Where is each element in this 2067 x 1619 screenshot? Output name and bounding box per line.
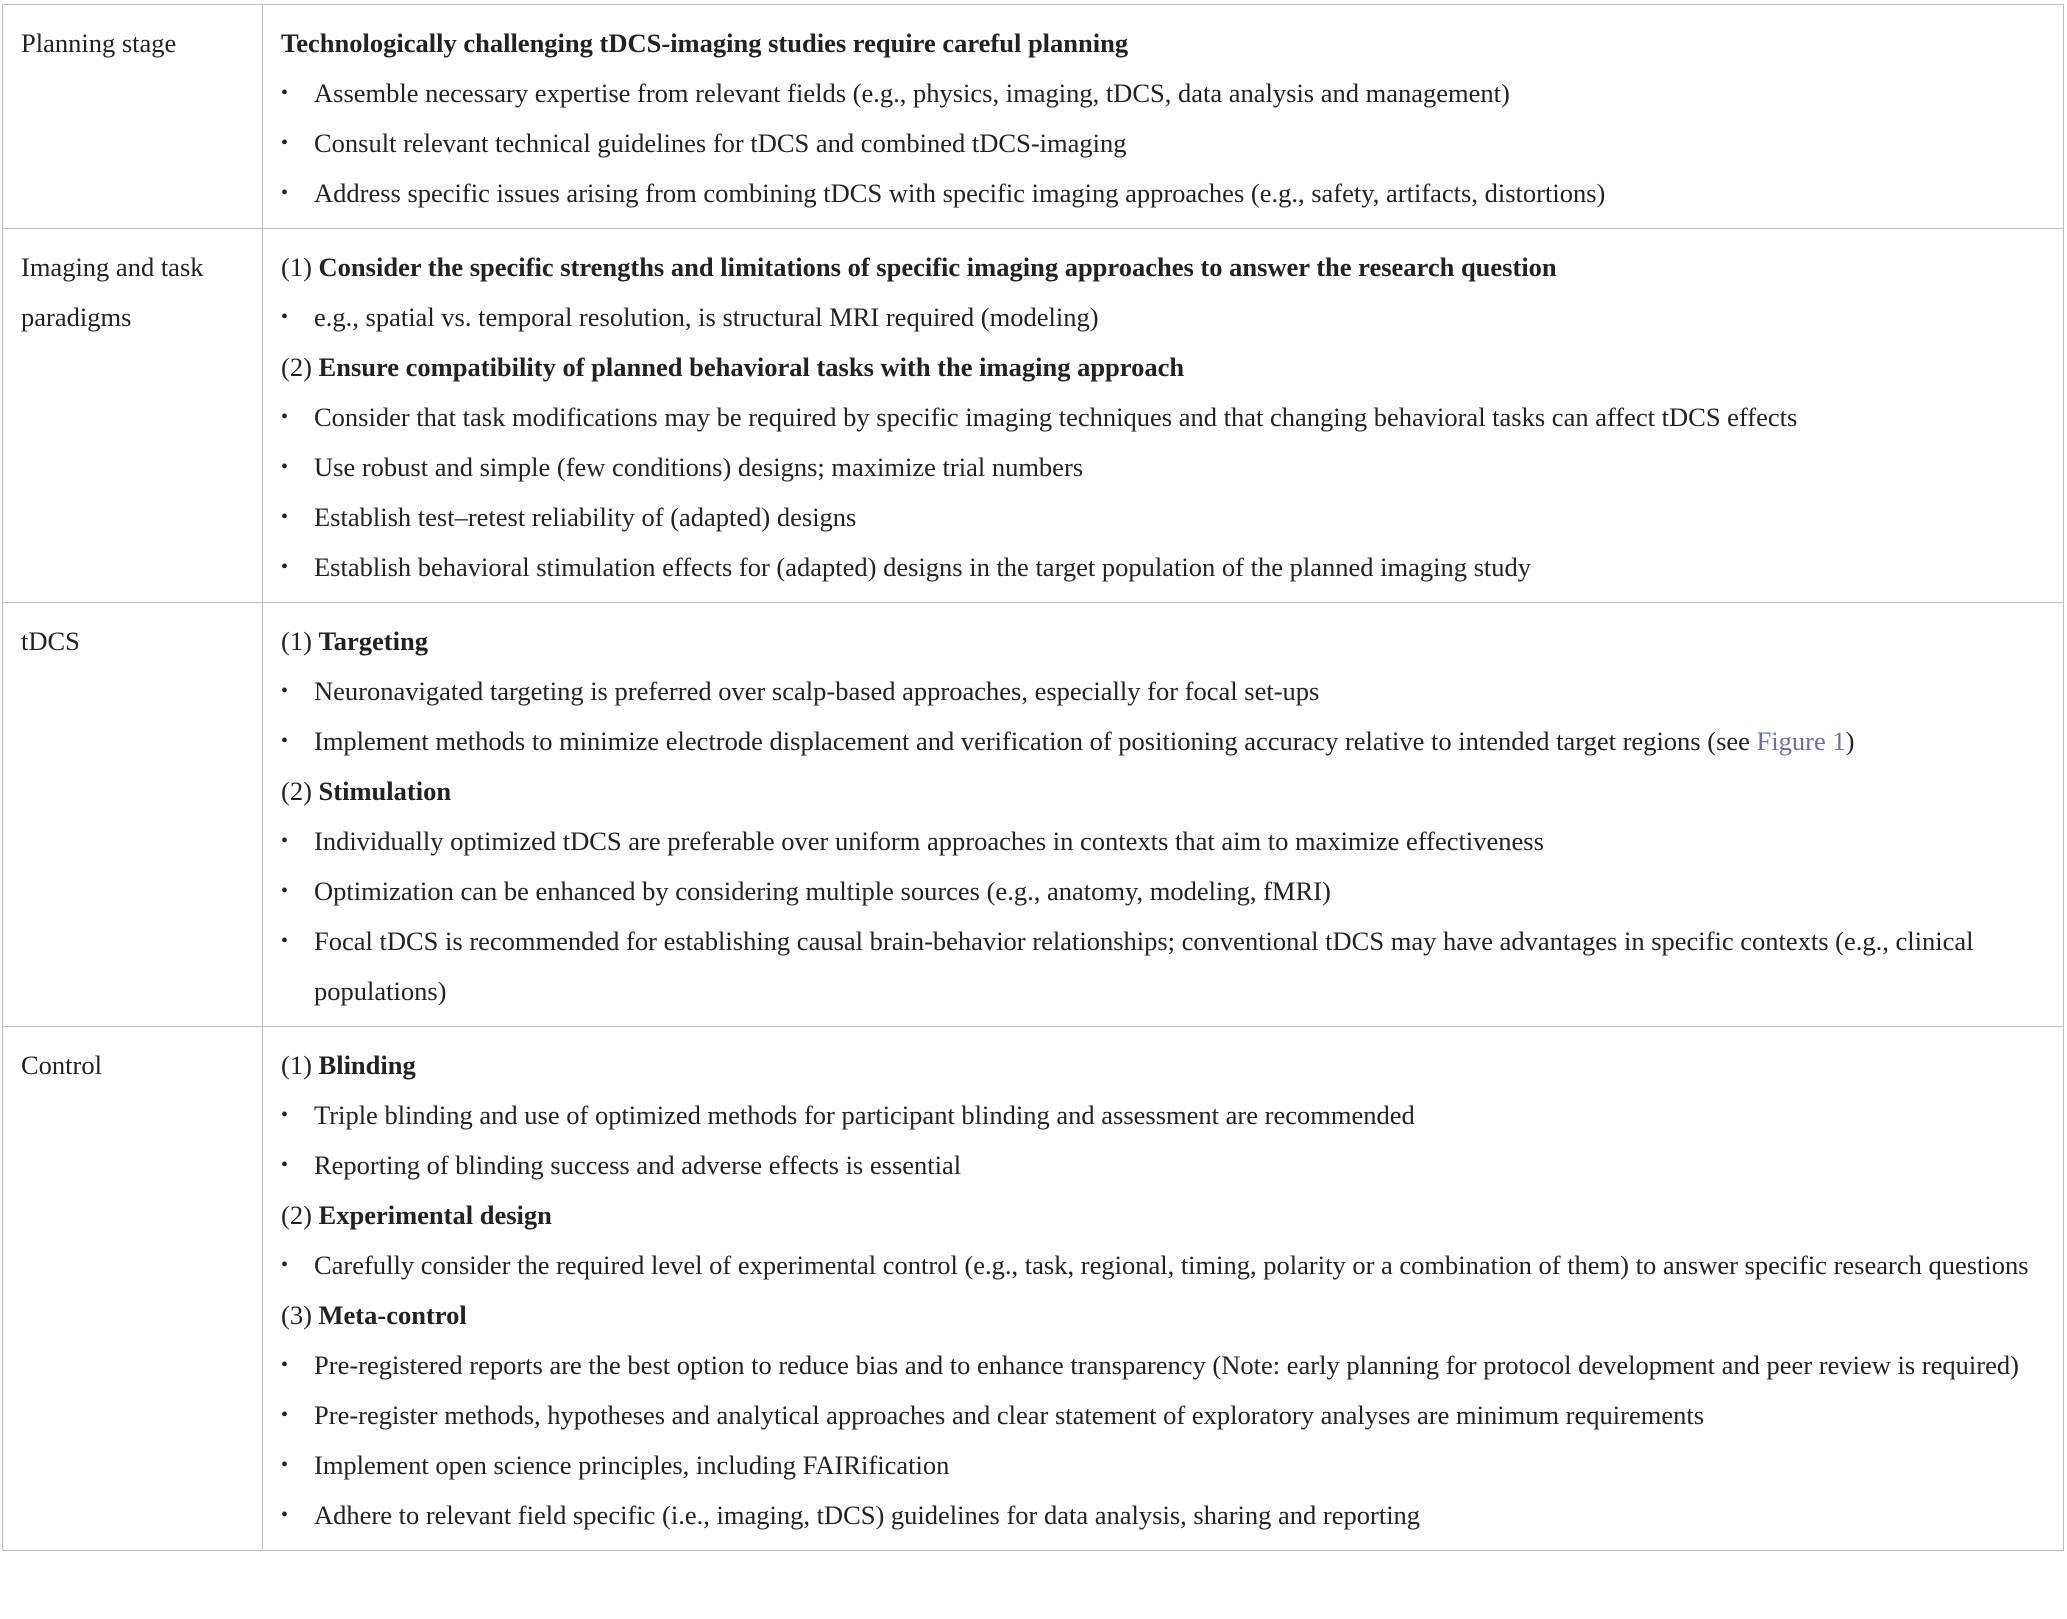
bullet-dot-icon: • xyxy=(281,1504,289,1526)
bullet-dot-icon: • xyxy=(281,1104,289,1126)
bullet-text: Optimization can be enhanced by considering multiple sources (e.g., anatomy, modeling, fMRI) xyxy=(314,876,1331,906)
heading-text: Blinding xyxy=(318,1050,416,1080)
heading-text: Ensure compatibility of planned behavioral tasks with the imaging approach xyxy=(318,352,1185,382)
heading-number: (2) xyxy=(281,776,312,806)
row-label-cell xyxy=(3,603,263,1027)
bullet-item xyxy=(281,716,2041,766)
bullet-dot-icon: • xyxy=(281,1254,289,1276)
bullet-text: Triple blinding and use of optimized methods for participant blinding and assessment are recommended xyxy=(314,1100,1415,1130)
bullet-dot-icon: • xyxy=(281,730,289,752)
section-heading xyxy=(281,616,2041,666)
bullet-text: Use robust and simple (few conditions) designs; maximize trial numbers xyxy=(314,452,1084,482)
bullet-item xyxy=(281,168,2041,218)
bullet-text: Establish test–retest reliability of (adapted) designs xyxy=(314,502,857,532)
bullet-item xyxy=(281,866,2041,916)
bullet-item xyxy=(281,68,2041,118)
bullet-dot-icon: • xyxy=(281,182,289,204)
bullet-item xyxy=(281,1440,2041,1490)
heading-text: Technologically challenging tDCS-imaging studies require careful planning xyxy=(281,28,1129,58)
section-heading xyxy=(281,1290,2041,1340)
bullet-text: Implement open science principles, including FAIRification xyxy=(314,1450,950,1480)
heading-number: (2) xyxy=(281,1200,312,1230)
bullet-text: Consult relevant technical guidelines for tDCS and combined tDCS-imaging xyxy=(314,128,1127,158)
bullet-item xyxy=(281,666,2041,716)
figure-link[interactable]: Figure 1 xyxy=(1756,726,1846,756)
bullet-dot-icon: • xyxy=(281,306,289,328)
row-content-cell xyxy=(263,229,2064,603)
heading-text: Meta-control xyxy=(318,1300,467,1330)
bullet-text: Reporting of blinding success and adverse effects is essential xyxy=(314,1150,962,1180)
bullet-dot-icon: • xyxy=(281,930,289,952)
bullet-item xyxy=(281,1140,2041,1190)
bullet-text: Pre-registered reports are the best option to reduce bias and to enhance transparency (Note: early planning for protocol development and peer review is required) xyxy=(314,1350,2019,1380)
table-row xyxy=(3,5,2064,229)
bullet-dot-icon: • xyxy=(281,1354,289,1376)
bullet-item xyxy=(281,392,2041,442)
bullet-text: Address specific issues arising from combining tDCS with specific imaging approaches (e.g., safety, artifacts, distortions) xyxy=(314,178,1606,208)
bullet-item xyxy=(281,1090,2041,1140)
bullet-dot-icon: • xyxy=(281,680,289,702)
bullet-dot-icon: • xyxy=(281,506,289,528)
section-heading xyxy=(281,18,2041,68)
bullet-text: Implement methods to minimize electrode displacement and verification of positioning accuracy relative to intended target regions (see xyxy=(314,726,1757,756)
row-content-cell xyxy=(263,5,2064,229)
bullet-text: Carefully consider the required level of experimental control (e.g., task, regional, timing, polarity or a combination of them) to answer specific research questions xyxy=(314,1250,2029,1280)
bullet-text: Pre-register methods, hypotheses and analytical approaches and clear statement of exploratory analyses are minimum requirements xyxy=(314,1400,1705,1430)
bullet-item xyxy=(281,442,2041,492)
section-heading xyxy=(281,766,2041,816)
bullet-dot-icon: • xyxy=(281,406,289,428)
row-label: Imaging and task paradigms xyxy=(21,252,204,332)
heading-text: Stimulation xyxy=(318,776,452,806)
heading-number: (1) xyxy=(281,626,312,656)
section-heading xyxy=(281,242,2041,292)
bullet-text: e.g., spatial vs. temporal resolution, is structural MRI required (modeling) xyxy=(314,302,1099,332)
bullet-text: Individually optimized tDCS are preferable over uniform approaches in contexts that aim to maximize effectiveness xyxy=(314,826,1544,856)
bullet-text: Consider that task modifications may be required by specific imaging techniques and that changing behavioral tasks can affect tDCS effects xyxy=(314,402,1798,432)
heading-number: (2) xyxy=(281,352,312,382)
bullet-dot-icon: • xyxy=(281,880,289,902)
row-content-cell xyxy=(263,603,2064,1027)
bullet-dot-icon: • xyxy=(281,1404,289,1426)
table-body xyxy=(3,5,2064,1551)
heading-text: Targeting xyxy=(318,626,428,656)
bullet-item xyxy=(281,816,2041,866)
bullet-text: Focal tDCS is recommended for establishing causal brain-behavior relationships; conventional tDCS may have advantages in specific contexts (e.g., clinical populations) xyxy=(314,926,1974,1006)
recommendations-table xyxy=(2,4,2064,1551)
bullet-dot-icon: • xyxy=(281,830,289,852)
bullet-dot-icon: • xyxy=(281,556,289,578)
bullet-item xyxy=(281,916,2041,1016)
heading-text: Experimental design xyxy=(318,1200,552,1230)
heading-number: (1) xyxy=(281,1050,312,1080)
bullet-text: Neuronavigated targeting is preferred over scalp-based approaches, especially for focal set-ups xyxy=(314,676,1320,706)
heading-number: (1) xyxy=(281,252,312,282)
table-row xyxy=(3,1027,2064,1551)
bullet-item xyxy=(281,1490,2041,1540)
section-heading xyxy=(281,1190,2041,1240)
row-content-cell xyxy=(263,1027,2064,1551)
row-label-cell xyxy=(3,229,263,603)
row-label: Planning stage xyxy=(21,28,177,58)
bullet-dot-icon: • xyxy=(281,132,289,154)
bullet-item xyxy=(281,1340,2041,1390)
section-heading xyxy=(281,342,2041,392)
section-heading xyxy=(281,1040,2041,1090)
bullet-item xyxy=(281,292,2041,342)
row-label: tDCS xyxy=(21,626,80,656)
bullet-text-end: ) xyxy=(1845,726,1855,756)
table-row xyxy=(3,229,2064,603)
row-label: Control xyxy=(21,1050,102,1080)
heading-number: (3) xyxy=(281,1300,312,1330)
bullet-item xyxy=(281,1240,2041,1290)
bullet-item xyxy=(281,118,2041,168)
bullet-item xyxy=(281,492,2041,542)
bullet-text: Establish behavioral stimulation effects for (adapted) designs in the target population of the planned imaging study xyxy=(314,552,1531,582)
heading-text: Consider the specific strengths and limitations of specific imaging approaches to answer the research question xyxy=(318,252,1557,282)
table-row xyxy=(3,603,2064,1027)
bullet-dot-icon: • xyxy=(281,1154,289,1176)
row-label-cell xyxy=(3,5,263,229)
bullet-dot-icon: • xyxy=(281,456,289,478)
bullet-dot-icon: • xyxy=(281,1454,289,1476)
bullet-text: Adhere to relevant field specific (i.e., imaging, tDCS) guidelines for data analysis, sharing and reporting xyxy=(314,1500,1421,1530)
bullet-item xyxy=(281,1390,2041,1440)
row-label-cell xyxy=(3,1027,263,1551)
bullet-item xyxy=(281,542,2041,592)
bullet-dot-icon: • xyxy=(281,82,289,104)
bullet-text: Assemble necessary expertise from relevant fields (e.g., physics, imaging, tDCS, data analysis and management) xyxy=(314,78,1510,108)
